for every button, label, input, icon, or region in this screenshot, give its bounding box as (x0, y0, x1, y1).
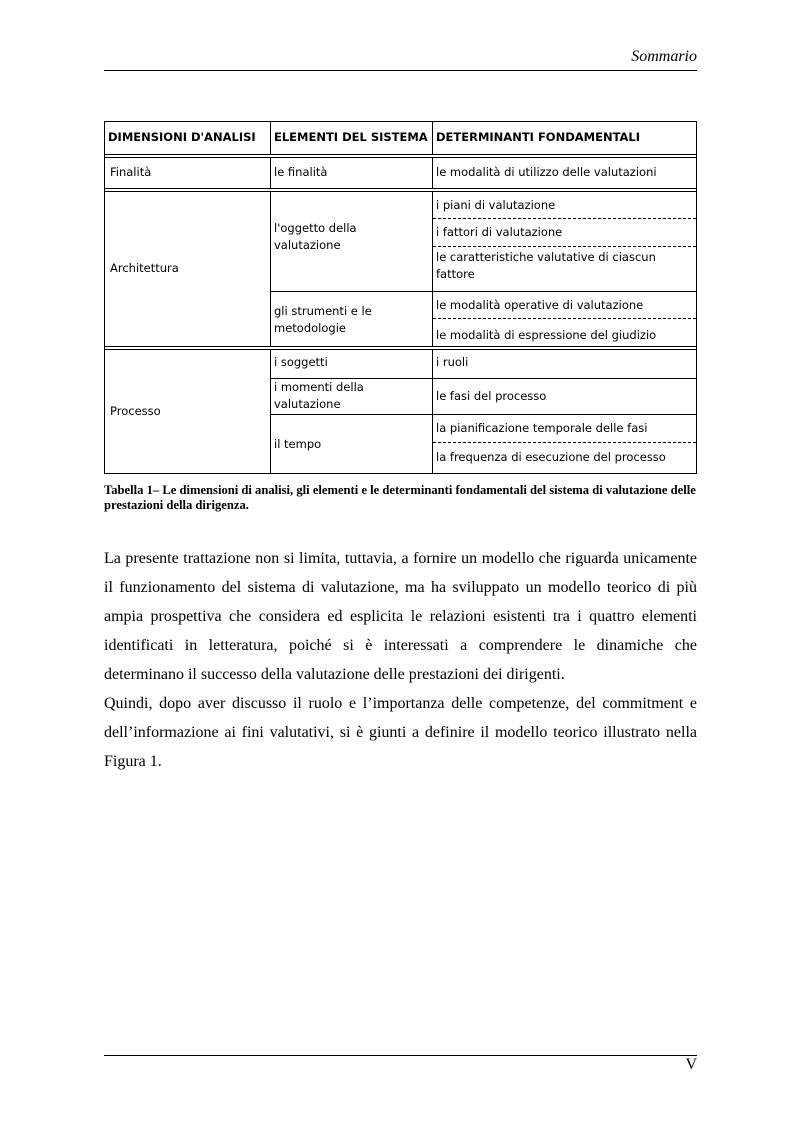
processo-subtable (271, 350, 696, 473)
processo-determinant-2: le fasi del processo (436, 389, 547, 403)
architettura-element-1: l'oggetto della valutazione (271, 192, 433, 291)
table-caption: Tabella 1– Le dimensioni di analisi, gli elementi e le determinanti fondamentali del sistema di valutazione delle prestazioni della dirigenza. (104, 483, 696, 512)
header-rule (104, 70, 697, 71)
finalita-dimension: Finalità (105, 158, 271, 188)
architettura-row (105, 191, 696, 346)
processo-element-2: i momenti della valutazione (271, 379, 433, 414)
finalita-determinant: le modalità di utilizzo delle valutazioni (436, 165, 657, 179)
processo-determinant-1: i ruoli (436, 355, 469, 369)
footer-rule (104, 1055, 697, 1056)
determinant-piani: i piani di valutazione (436, 198, 556, 212)
determinant-frequenza: la frequenza di esecuzione del processo (436, 450, 666, 464)
finalita-element: le finalità (271, 158, 433, 188)
table-header-row (105, 122, 696, 154)
processo-element-3: il tempo (271, 415, 433, 473)
processo-group-2 (271, 379, 696, 415)
architettura-element-2: gli strumenti e le metodologie (271, 292, 433, 346)
architettura-subtable (271, 192, 696, 346)
page-number: V (685, 1056, 697, 1073)
processo-element-1: i soggetti (271, 350, 433, 378)
header-determinants: DETERMINANTI FONDAMENTALI (436, 130, 641, 144)
determinant-caratteristiche: le caratteristiche valutative di ciascun fattore (436, 250, 656, 281)
finalita-row (105, 157, 696, 188)
header-elements: ELEMENTI DEL SISTEMA (271, 122, 433, 154)
dimensions-table (104, 121, 697, 474)
header-dimensions: DIMENSIONI D'ANALISI (105, 122, 271, 154)
architettura-determinants-1 (433, 192, 696, 291)
paragraph-2: Quindi, dopo aver discusso il ruolo e l’importanza delle competenze, del commitment e dell’informazione ai fini valutativi, si è giunti a definire il modello teorico illustrato nella Figura 1. (104, 695, 697, 770)
architettura-group-1 (271, 192, 696, 292)
running-header-title: Sommario (631, 48, 697, 65)
processo-dimension-cell (105, 350, 271, 473)
architettura-dimension-cell (105, 192, 271, 346)
determinant-pianificazione: la pianificazione temporale delle fasi (436, 421, 648, 435)
processo-dimension: Processo (110, 404, 161, 418)
processo-group-1 (271, 350, 696, 379)
processo-determinants-3 (433, 415, 696, 473)
paragraph-1: La presente trattazione non si limita, tuttavia, a fornire un modello che riguarda unicamente il funzionamento del sistema di valutazione, ma ha sviluppato un modello teorico di più ampia prospettiva che considera ed esplicita le relazioni esistenti tra i quattro elementi identificati in letteratura, poiché si è interessati a comprendere le dinamiche che determinano il successo della valutazione delle prestazioni dei dirigenti. (104, 550, 697, 683)
architettura-dimension: Architettura (110, 261, 179, 275)
determinant-fattori: i fattori di valutazione (436, 225, 563, 239)
body-text (104, 544, 697, 776)
architettura-determinants-2 (433, 292, 696, 346)
determinant-modalita-operative: le modalità operative di valutazione (436, 298, 644, 312)
processo-row (105, 349, 696, 473)
processo-group-3 (271, 415, 696, 473)
determinant-modalita-espressione: le modalità di espressione del giudizio (436, 328, 657, 342)
architettura-group-2 (271, 292, 696, 346)
